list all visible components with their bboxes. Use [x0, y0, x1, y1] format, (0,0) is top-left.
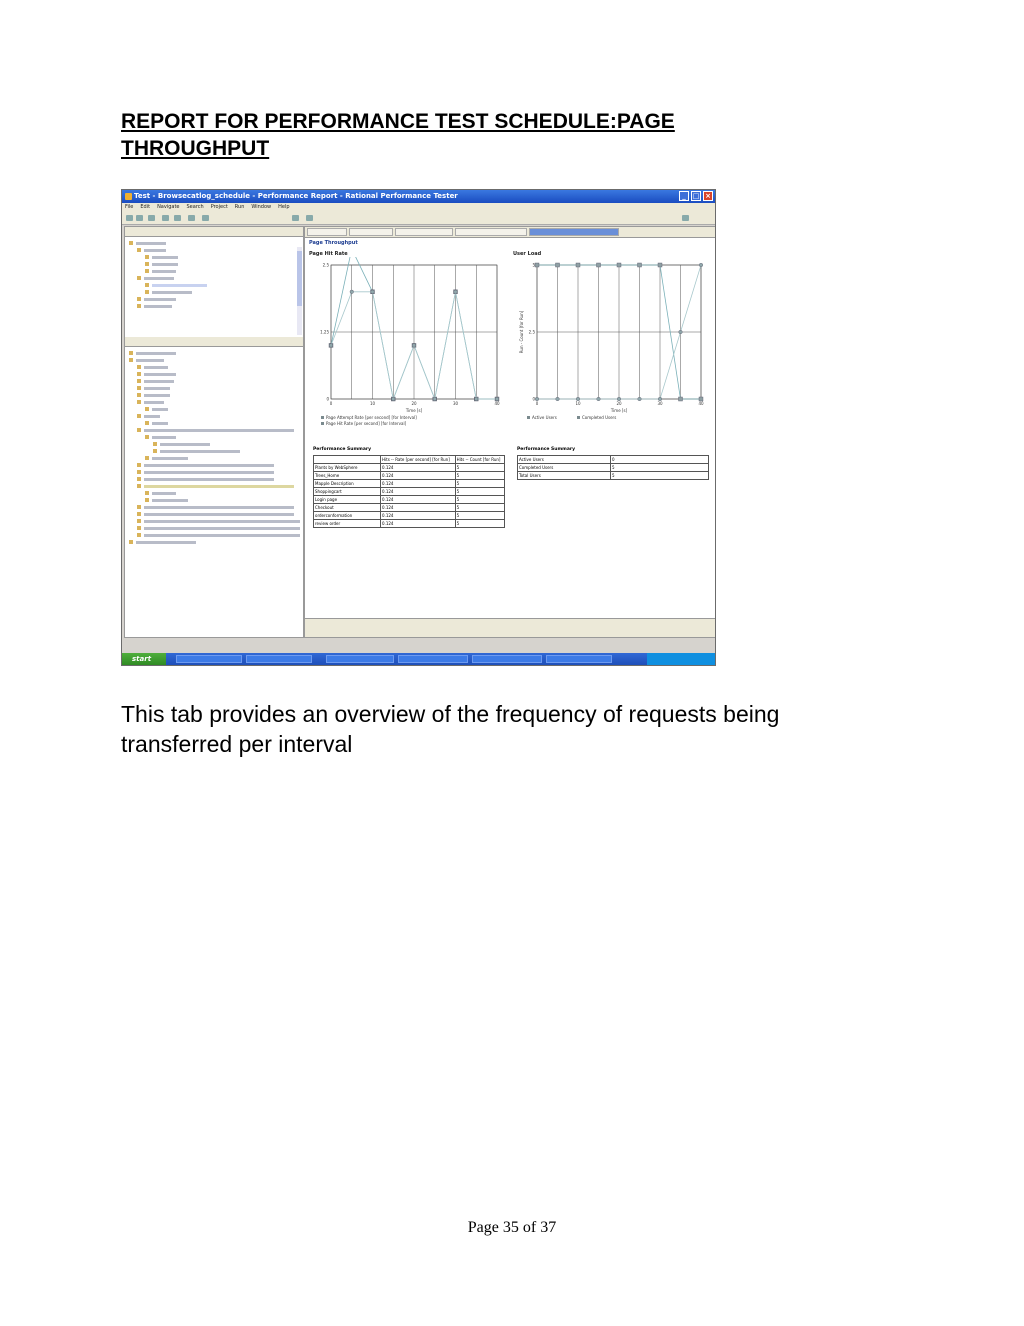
table-cell: Shoppingcart — [314, 488, 381, 496]
folder-icon — [137, 379, 141, 383]
menu-window[interactable]: Window — [251, 204, 272, 210]
right-summary-title: Performance Summary — [517, 447, 576, 452]
minimize-icon[interactable]: _ — [679, 191, 689, 201]
right-chart-title: User Load — [513, 251, 542, 257]
menu-project[interactable]: Project — [210, 204, 228, 210]
page-number: Page 35 of 37 — [467, 1219, 557, 1236]
data-point — [638, 397, 642, 401]
report-icon — [137, 519, 141, 523]
print-icon[interactable] — [148, 215, 155, 221]
report-icon — [137, 512, 141, 516]
test-navigator-pane — [124, 226, 304, 638]
table-row — [518, 464, 709, 472]
table-cell: orderconformation — [314, 512, 381, 520]
table-cell: 0.124 — [381, 480, 456, 488]
report-icon[interactable] — [202, 215, 209, 221]
table-cell: 5 — [455, 472, 504, 480]
y-tick-label: 2.5 — [528, 329, 535, 335]
x-tick-label: 30 — [657, 401, 663, 406]
folder-icon — [129, 241, 133, 245]
table-cell: Checkout — [314, 504, 381, 512]
legend-label: Page Attempt Rate [per second] [for Interval] — [326, 415, 417, 420]
folder-icon — [137, 393, 141, 397]
table-cell: 0.124 — [381, 504, 456, 512]
table-cell: Mapple Description — [314, 480, 381, 488]
close-icon[interactable]: × — [703, 191, 713, 201]
data-point — [535, 397, 539, 401]
save-icon[interactable] — [136, 215, 143, 221]
rpt-screenshot — [121, 189, 716, 666]
status-pane — [304, 618, 716, 638]
report-icon — [137, 533, 141, 537]
x-axis-label: Time [s] — [405, 408, 423, 413]
x-tick-label: 0 — [535, 401, 539, 406]
table-cell: 0.124 — [381, 520, 456, 528]
table-header: Hits -- Rate [per second] [for Run] — [381, 456, 456, 464]
table-row — [314, 496, 505, 504]
left-summary-title: Performance Summary — [313, 447, 372, 452]
data-point — [556, 263, 560, 267]
taskbar-item[interactable] — [176, 655, 242, 663]
table-cell: 0.124 — [381, 512, 456, 520]
table-header — [314, 456, 381, 464]
toolbar — [122, 212, 715, 225]
x-axis-label: Time [s] — [610, 408, 628, 413]
new-icon[interactable] — [126, 215, 133, 221]
y-tick-label: 5 — [532, 262, 535, 268]
data-point — [597, 397, 601, 401]
legend-swatch — [321, 416, 324, 419]
window-titlebar — [122, 190, 715, 203]
data-point — [699, 397, 703, 401]
folder-icon — [137, 276, 141, 280]
table-cell: Total Users — [518, 472, 611, 480]
y-tick-label: 0 — [326, 396, 329, 402]
x-tick-label: 40 — [698, 401, 704, 406]
folder-icon — [137, 414, 141, 418]
data-point — [556, 397, 560, 401]
host-icon — [145, 456, 149, 460]
file-icon — [145, 269, 149, 273]
window-title: Test - Browsecatlog_schedule - Performance Report - Rational Performance Tester — [134, 192, 458, 200]
table-row — [314, 480, 505, 488]
editor-tab-active[interactable] — [529, 228, 619, 236]
taskbar-item[interactable] — [398, 655, 468, 663]
table-cell: 0.124 — [381, 464, 456, 472]
folder-icon — [137, 297, 141, 301]
host-icon — [145, 498, 149, 502]
legend-label: Page Hit Rate [per second] [for Interval] — [326, 421, 407, 426]
folder-icon — [137, 400, 141, 404]
left-chart-title: Page Hit Rate — [309, 251, 348, 257]
editor-tab[interactable] — [395, 228, 453, 236]
host-icon — [145, 491, 149, 495]
x-tick-label: 40 — [494, 401, 500, 406]
legend-label: Completed Users — [582, 415, 617, 420]
window-controls — [679, 191, 713, 201]
menu-run[interactable]: Run — [234, 204, 245, 210]
forward-icon[interactable] — [306, 215, 313, 221]
data-point — [679, 330, 683, 334]
folder-icon — [137, 304, 141, 308]
search-icon[interactable] — [188, 215, 195, 221]
table-row — [314, 512, 505, 520]
table-cell: 5 — [611, 464, 709, 472]
x-tick-label: 20 — [411, 401, 417, 406]
section-heading — [121, 108, 821, 162]
y-tick-label: 0 — [532, 396, 535, 402]
host-icon — [145, 435, 149, 439]
x-tick-label: 0 — [329, 401, 333, 406]
data-point — [371, 290, 375, 294]
heading-line-2: THROUGHPUT — [121, 137, 270, 160]
data-point — [454, 290, 458, 294]
taskbar-item[interactable] — [472, 655, 542, 663]
left-summary-table — [313, 455, 505, 528]
agent-icon — [153, 449, 157, 453]
table-cell: 5 — [455, 480, 504, 488]
file-icon — [145, 255, 149, 259]
navigator-tree — [125, 237, 303, 337]
legend-swatch — [527, 416, 530, 419]
table-cell: review order — [314, 520, 381, 528]
menu-file[interactable]: File — [125, 204, 134, 210]
folder-icon — [137, 365, 141, 369]
y-tick-label: 2.5 — [322, 262, 329, 268]
table-row — [314, 464, 505, 472]
table-cell: 5 — [455, 520, 504, 528]
taskbar-item[interactable] — [246, 655, 312, 663]
report-icon — [137, 428, 141, 432]
table-cell: 5 — [455, 464, 504, 472]
table-cell: 5 — [455, 488, 504, 496]
folder-icon — [129, 540, 133, 544]
x-tick-label: 20 — [616, 401, 622, 406]
maximize-icon[interactable]: □ — [692, 192, 700, 200]
body-paragraph — [121, 699, 921, 759]
navigator-scrollbar[interactable] — [297, 247, 302, 335]
table-cell: 0.124 — [381, 496, 456, 504]
legend-label: Active Users — [532, 415, 557, 420]
data-point — [329, 344, 333, 348]
x-tick-label: 10 — [575, 401, 581, 406]
file-icon — [145, 283, 149, 287]
y-axis-label: Run - Count [for Run] — [519, 310, 524, 354]
table-row — [314, 488, 505, 496]
x-tick-label: 10 — [369, 401, 376, 406]
table-cell: 0 — [611, 456, 709, 464]
start-button[interactable]: start — [122, 653, 166, 665]
editor-tab[interactable] — [349, 228, 393, 236]
table-cell: Completed Users — [518, 464, 611, 472]
windows-taskbar — [122, 653, 715, 665]
folder-icon — [145, 407, 149, 411]
table-row — [314, 456, 505, 464]
report-title: Page Throughput — [309, 240, 358, 246]
report-icon — [137, 477, 141, 481]
back-icon[interactable] — [292, 215, 299, 221]
menu-bar — [122, 203, 715, 212]
data-point — [576, 263, 580, 267]
folder-icon — [137, 386, 141, 390]
folder-icon — [145, 421, 149, 425]
data-point — [699, 263, 703, 267]
table-cell: 0.124 — [381, 472, 456, 480]
data-point — [412, 344, 416, 348]
performance-test-tab[interactable] — [125, 337, 303, 347]
table-cell: Login page — [314, 496, 381, 504]
run-icon[interactable] — [162, 215, 169, 221]
table-row — [518, 472, 709, 480]
table-header: Hits -- Count [for Run] — [455, 456, 504, 464]
file-icon — [145, 262, 149, 266]
menu-edit[interactable]: Edit — [140, 204, 151, 210]
table-cell: 5 — [455, 496, 504, 504]
table-row — [314, 504, 505, 512]
data-point — [495, 397, 499, 401]
report-icon — [137, 463, 141, 467]
counters-tree — [125, 347, 303, 637]
data-point — [617, 263, 621, 267]
taskbar-item[interactable] — [546, 655, 612, 663]
data-point — [658, 397, 662, 401]
report-icon — [137, 526, 141, 530]
y-tick-label: 1.25 — [320, 329, 329, 335]
debug-icon[interactable] — [174, 215, 181, 221]
table-cell: 5 — [611, 472, 709, 480]
taskbar-item[interactable] — [326, 655, 394, 663]
table-cell: Trees_Home — [314, 472, 381, 480]
report-icon — [137, 505, 141, 509]
right-summary-table — [517, 455, 709, 480]
table-cell: 5 — [455, 504, 504, 512]
heading-line-1: REPORT FOR PERFORMANCE TEST SCHEDULE:PAGE — [121, 110, 675, 133]
editor-tab[interactable] — [455, 228, 527, 236]
report-editor — [304, 226, 716, 638]
folder-icon — [137, 248, 141, 252]
report-icon — [137, 484, 141, 488]
x-tick-label: 30 — [452, 401, 459, 406]
data-point — [597, 263, 601, 267]
body-line-1: This tab provides an overview of the frequency of requests being — [121, 701, 780, 727]
report-icon — [137, 470, 141, 474]
app-icon — [125, 193, 132, 200]
user-load-chart — [505, 257, 711, 437]
editor-tab[interactable] — [307, 228, 347, 236]
table-cell: 0.124 — [381, 488, 456, 496]
folder-icon — [137, 372, 141, 376]
data-point — [638, 263, 642, 267]
data-point — [474, 397, 478, 401]
file-icon — [145, 290, 149, 294]
menu-search[interactable]: Search — [186, 204, 204, 210]
menu-navigate[interactable]: Navigate — [157, 204, 180, 210]
table-cell: 5 — [455, 512, 504, 520]
data-point — [535, 263, 539, 267]
test-navigator-tab[interactable] — [125, 227, 303, 237]
data-point — [658, 263, 662, 267]
page-hit-rate-chart — [307, 257, 507, 437]
folder-icon — [129, 358, 133, 362]
data-point — [617, 397, 621, 401]
menu-help[interactable]: Help — [278, 204, 290, 210]
report-icon — [153, 442, 157, 446]
data-point — [576, 397, 580, 401]
table-row — [518, 456, 709, 464]
data-point — [350, 290, 354, 294]
table-cell: Plants by WebSphere — [314, 464, 381, 472]
body-line-2: transferred per interval — [121, 731, 353, 757]
legend-swatch — [577, 416, 580, 419]
editor-tabs — [305, 227, 715, 238]
data-point — [433, 397, 437, 401]
system-tray — [647, 653, 715, 665]
data-point — [391, 397, 395, 401]
data-point — [679, 397, 683, 401]
legend-swatch — [321, 422, 324, 425]
folder-icon — [129, 351, 133, 355]
perspective-icon[interactable] — [682, 215, 689, 221]
table-cell: Active Users — [518, 456, 611, 464]
table-row — [314, 520, 505, 528]
table-row — [314, 472, 505, 480]
